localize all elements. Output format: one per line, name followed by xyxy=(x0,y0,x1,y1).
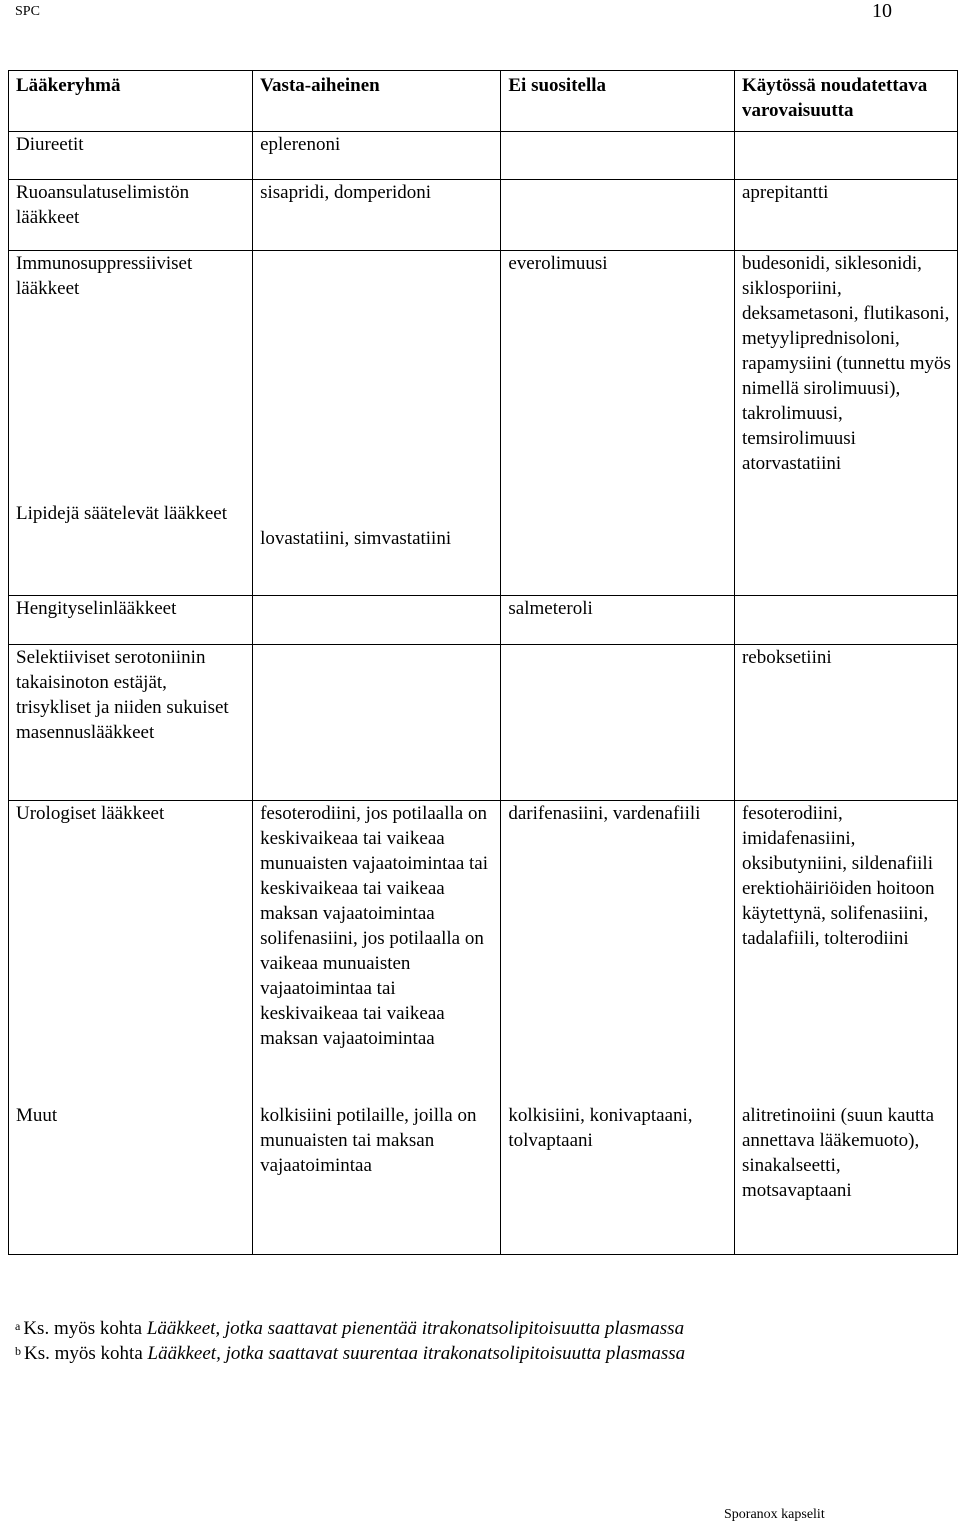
footnote-prefix: Ks. myös kohta xyxy=(23,1318,147,1339)
footnote-reference: Lääkkeet, jotka saattavat suurentaa itrakonatsolipitoisuutta plasmassa xyxy=(147,1343,686,1364)
cell-contraindicated xyxy=(253,645,501,801)
cell-drug-group: Hengityselinlääkkeet xyxy=(9,596,253,645)
other-not-recommended: kolkisiini, konivaptaani, tolvaptaani xyxy=(508,1105,693,1151)
table-row xyxy=(9,596,958,645)
cell-drug-group: Selektiiviset serotoniinin takaisinoton estäjät, trisykliset ja niiden sukuiset masennuslääkkeet xyxy=(9,645,253,801)
lipid-group: Lipidejä säätelevät lääkkeet xyxy=(16,503,227,524)
cell-not-recommended xyxy=(501,801,735,1255)
lipid-caution: atorvastatiini xyxy=(741,453,842,474)
urological-not-recommended: darifenasiini, vardenafiili xyxy=(508,803,701,824)
table-header-row xyxy=(9,71,958,132)
other-group: Muut xyxy=(16,1105,58,1126)
cell-use-with-caution: aprepitantti xyxy=(734,180,957,251)
cell-use-with-caution xyxy=(734,132,957,180)
urological-caution: fesoterodiini, imidafenasiini, oksibutyniini, sildenafiili erektiohäiriöiden hoitoon käytettynä, solifenasiini, tadalafiili, tolterodiini xyxy=(741,803,935,949)
other-caution: alitretinoiini (suun kautta annettava lääkemuoto), sinakalseetti, motsavaptaani xyxy=(741,1105,935,1201)
cell-not-recommended xyxy=(501,132,735,180)
cell-use-with-caution xyxy=(734,596,957,645)
cell-use-with-caution: reboksetiini xyxy=(734,645,957,801)
cell-drug-group xyxy=(9,801,253,1255)
footnote-prefix: Ks. myös kohta xyxy=(24,1343,148,1364)
footnote-reference: Lääkkeet, jotka saattavat pienentää itrakonatsolipitoisuutta plasmassa xyxy=(146,1318,685,1339)
cell-not-recommended xyxy=(501,251,735,596)
urological-contraindicated: fesoterodiini, jos potilaalla on keskivaikeaa tai vaikeaa munuaisten vajaatoimintaa tai keskivaikeaa tai vaikeaa maksan vajaatoimintaa solifenasiini, jos potilaalla on vaikeaa munuaisten vajaatoimintaa tai keskivaikeaa tai vaikeaa maksan vajaatoimintaa xyxy=(260,803,489,1049)
cell-contraindicated xyxy=(253,596,501,645)
header-contraindicated: Vasta-aiheinen xyxy=(253,71,501,132)
table-row xyxy=(9,132,958,180)
table-row xyxy=(9,251,958,596)
cell-drug-group xyxy=(9,251,253,596)
cell-drug-group: Diureetit xyxy=(9,132,253,180)
immunosuppressant-contraindicated xyxy=(260,251,494,526)
cell-use-with-caution xyxy=(734,251,957,596)
table-row xyxy=(9,645,958,801)
immunosuppressant-group: Immunosuppressiiviset lääkkeet xyxy=(16,253,193,299)
document-footer: Sporanox kapselit xyxy=(724,1507,825,1522)
lipid-contraindicated: lovastatiini, simvastatiini xyxy=(260,528,452,549)
cell-use-with-caution xyxy=(734,801,957,1255)
document-header-label: SPC xyxy=(15,4,40,19)
cell-not-recommended xyxy=(501,180,735,251)
page-number: 10 xyxy=(872,0,892,22)
footnote-b xyxy=(15,1341,685,1366)
cell-contraindicated: eplerenoni xyxy=(253,132,501,180)
cell-drug-group: Ruoansulatuselimistön lääkkeet xyxy=(9,180,253,251)
other-contraindicated: kolkisiini potilaille, joilla on munuaisten tai maksan vajaatoimintaa xyxy=(260,1105,477,1176)
cell-not-recommended: salmeteroli xyxy=(501,596,735,645)
cell-contraindicated: sisapridi, domperidoni xyxy=(253,180,501,251)
footnotes xyxy=(15,1316,685,1366)
immunosuppressant-caution: budesonidi, siklesonidi, siklosporiini, deksametasoni, flutikasoni, metyyliprednisoloni, rapamysiini (tunnettu myös nimellä sirolimuusi), takrolimuusi, temsirolimuusi xyxy=(741,253,951,449)
footnote-mark: a xyxy=(15,1319,21,1333)
header-use-with-caution: Käytössä noudatettava varovaisuutta xyxy=(734,71,957,132)
drug-interaction-table xyxy=(8,70,958,1255)
cell-contraindicated xyxy=(253,801,501,1255)
footnote-mark: b xyxy=(15,1344,21,1358)
header-not-recommended: Ei suositella xyxy=(501,71,735,132)
table-row xyxy=(9,801,958,1255)
cell-contraindicated xyxy=(253,251,501,596)
urological-group: Urologiset lääkkeet xyxy=(16,803,165,824)
table-row xyxy=(9,180,958,251)
cell-not-recommended xyxy=(501,645,735,801)
header-drug-group: Lääkeryhmä xyxy=(9,71,253,132)
immunosuppressant-not-recommended: everolimuusi xyxy=(508,253,608,274)
footnote-a xyxy=(15,1316,685,1341)
